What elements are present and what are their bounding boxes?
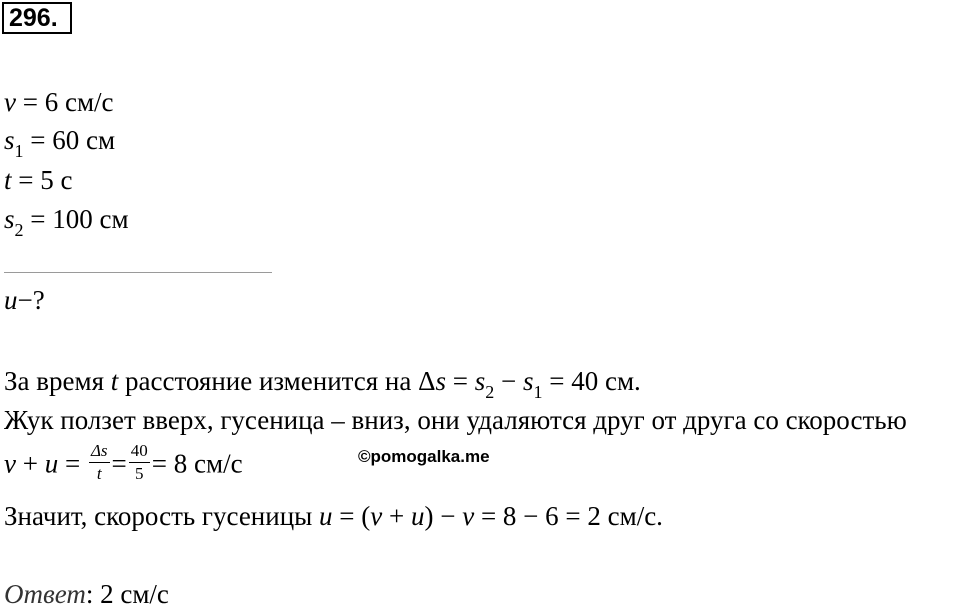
- velocity-value: = 6 см/с: [22, 87, 114, 117]
- watermark: ©pomogalka.me: [358, 447, 490, 466]
- fraction-40-over-5: [129, 442, 150, 483]
- solution-line-1: [4, 365, 641, 400]
- velocity-symbol: v: [4, 448, 16, 479]
- equals-sign: =: [446, 366, 475, 396]
- solution-result: = 8 − 6 = 2 см/с.: [474, 501, 663, 531]
- given-divider: [4, 272, 272, 273]
- time-symbol: t: [110, 366, 119, 396]
- answer-line: [4, 578, 169, 610]
- time-value: = 5 с: [18, 165, 73, 195]
- distance-1-value: = 60 см: [30, 125, 116, 155]
- find-question: −?: [17, 285, 45, 315]
- fraction-numerator: 40: [129, 442, 150, 463]
- solution-line-2: Жук ползет вверх, гусеница – вниз, они удаляются друг от друга со скоростью: [4, 405, 907, 435]
- given-distance-2: [4, 203, 129, 238]
- distance-symbol: s: [435, 366, 446, 396]
- find-variable: u: [4, 285, 18, 315]
- distance-2-symbol: s: [4, 204, 15, 234]
- solution-result: = 40 см.: [542, 366, 641, 396]
- velocity-symbol: v: [4, 87, 16, 117]
- velocity-symbol: v: [462, 501, 475, 531]
- distance-1-subscript: 1: [14, 141, 24, 161]
- solution-line-3: [4, 441, 243, 487]
- answer-label: Ответ: [4, 579, 86, 609]
- distance-1-symbol: s: [4, 125, 15, 155]
- solution-text: Значит, скорость гусеницы: [4, 501, 320, 531]
- given-time: [4, 164, 72, 196]
- distance-1-subscript: 1: [533, 382, 543, 402]
- caterpillar-velocity-symbol: u: [319, 501, 333, 531]
- distance-2-symbol: s: [474, 366, 486, 396]
- fraction-denominator: 5: [135, 464, 144, 483]
- fraction-delta-s-over-t: [89, 442, 110, 483]
- answer-value: : 2 см/с: [85, 579, 169, 609]
- distance-1-symbol: s: [522, 366, 534, 396]
- fraction-denominator: t: [96, 464, 102, 483]
- find-line: [4, 284, 45, 316]
- distance-2-value: = 100 см: [30, 204, 129, 234]
- plus-sign: +: [382, 501, 411, 531]
- solution-line-4: [4, 500, 663, 532]
- distance-2-subscript: 2: [14, 220, 24, 240]
- distance-2-subscript: 2: [485, 382, 495, 402]
- equals-sign: =: [111, 448, 127, 479]
- solution-result: = 8 см/с: [151, 448, 243, 479]
- plus-sign: +: [15, 448, 45, 479]
- caterpillar-velocity-symbol: u: [410, 501, 425, 531]
- solution-text: За время: [4, 366, 111, 396]
- minus-sign: ) −: [424, 501, 463, 531]
- solution-text: расстояние изменится на Δ: [118, 366, 436, 396]
- equals-sign: =: [58, 448, 87, 479]
- given-velocity: [4, 86, 114, 118]
- velocity-symbol: v: [370, 501, 383, 531]
- equals-sign: = (: [332, 501, 371, 531]
- problem-number: 296.: [2, 2, 72, 34]
- given-distance-1: [4, 124, 115, 159]
- minus-sign: −: [494, 366, 523, 396]
- time-symbol: t: [4, 165, 12, 195]
- fraction-numerator: Δs: [89, 442, 110, 463]
- caterpillar-velocity-symbol: u: [44, 448, 59, 479]
